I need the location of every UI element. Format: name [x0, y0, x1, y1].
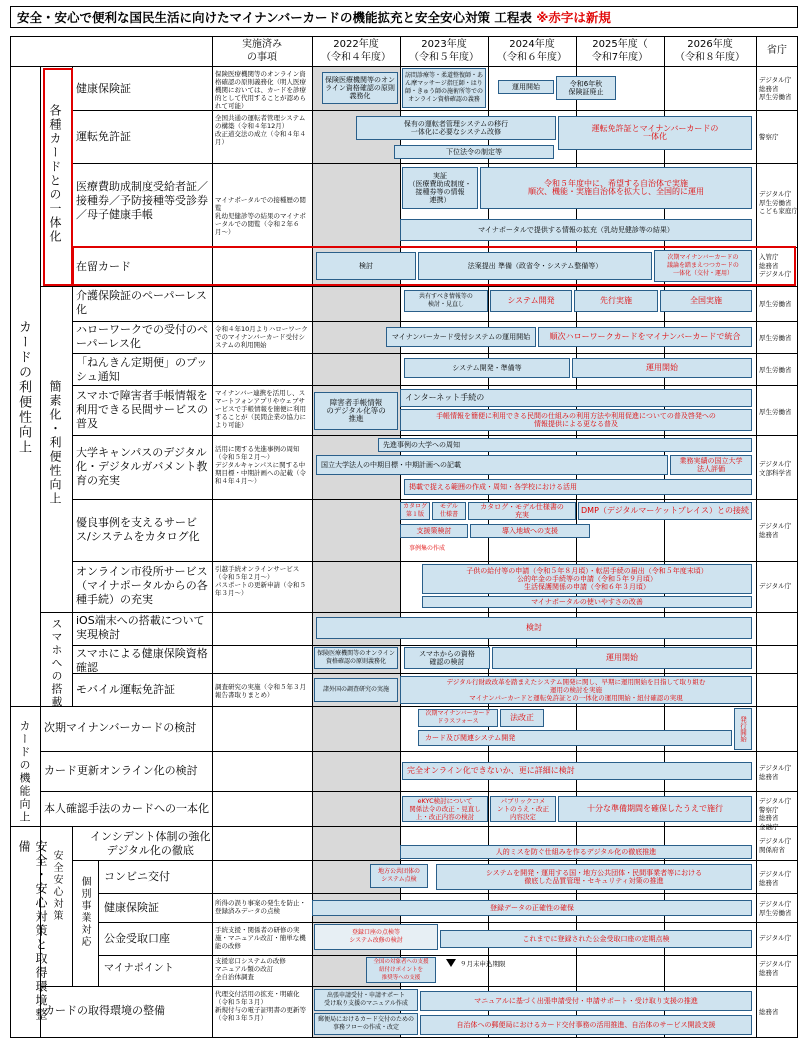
- bar: 導入地域への支援: [470, 524, 590, 538]
- bar: マイナポータルで提供する情報の拡充（乳幼児健診等の結果）: [400, 219, 752, 241]
- ministry: 厚生労働省: [759, 334, 792, 342]
- ministry: デジタル庁 関係府省: [759, 837, 792, 854]
- col-line: [756, 36, 757, 1038]
- bar: 完全オンライン化できないか、更に詳細に検討: [402, 762, 752, 780]
- bar: カード及び関連システム開発: [418, 730, 732, 746]
- row-label: 次期マイナンバーカードの検討: [44, 721, 197, 734]
- group-safety: 安全・安心対策と取得環境整備: [17, 840, 48, 1022]
- ministry: デジタル庁 警察庁 総務省 金融庁: [759, 797, 792, 831]
- ministry: デジタル庁 厚生労働省: [759, 900, 792, 917]
- ministry: 厚生労働省: [759, 366, 792, 374]
- row-label: オンライン市役所サービス（マイナポータルからの各種手続）の充実: [76, 565, 208, 606]
- bar: 事例集の作成: [408, 544, 445, 552]
- bar: 十分な準備期間を確保したうえで施行: [558, 796, 752, 822]
- bar: カタログ 第１版: [400, 502, 430, 520]
- bar: 検討: [316, 252, 416, 280]
- group-line: [40, 706, 41, 826]
- row-line: [72, 435, 798, 436]
- bar: 先進事例の大学への周知: [378, 438, 752, 452]
- group-simplify: 簡素化・利便性向上: [48, 380, 62, 506]
- bar: マイナポータルの使いやすさの改善: [422, 596, 752, 608]
- group-smartphone: スマホへの搭載: [50, 618, 63, 709]
- bar: 令和５年度中に、希望する自治体で実施 順次、機能・実施自治体を拡大し、全国的に運用: [480, 167, 752, 209]
- ministry: デジタル庁 総務省: [759, 764, 792, 781]
- ministry: デジタル庁 総務省 厚生労働省: [759, 76, 792, 101]
- row-label: 健康保険証: [104, 901, 159, 914]
- ministry: デジタル庁: [759, 582, 792, 590]
- bar: 出張申請受付・申請サポート 受け取り支援のマニュアル作成: [314, 989, 418, 1011]
- header-divider: [10, 66, 798, 67]
- row-label: スマホによる健康保険資格確認: [76, 647, 208, 674]
- row-line: [40, 612, 798, 613]
- col-2023: 2023年度 （令和５年度）: [409, 39, 479, 63]
- bar: マイナンバーカード受付システムの運用開始: [386, 327, 536, 347]
- bar: 掲載で捉える範囲の作成・周知・各学校における活用: [404, 479, 752, 495]
- row-label: コンビニ交付: [104, 870, 170, 883]
- bar: 支援策検討: [400, 524, 468, 538]
- row-line: [72, 645, 798, 646]
- row-line: [72, 110, 798, 111]
- ministry: 警察庁: [759, 133, 779, 141]
- bar: インターネット手続の: [400, 389, 752, 407]
- group-card-func: カードの機能向上: [18, 720, 31, 824]
- col-ministry: 省庁: [767, 45, 787, 56]
- ministry: デジタル庁 文部科学省: [759, 460, 792, 477]
- col-2024: 2024年度 （令和６年度）: [497, 39, 567, 63]
- group-individual: 個別事業対応: [79, 876, 90, 948]
- row-line: [72, 860, 798, 861]
- col-done: 実施済み の事項: [242, 39, 282, 63]
- done-text: マイナポータルでの接種歴の閲覧 乳幼児健診等の結果のマイナポータルでの閲覧（令和２年６月〜）: [215, 196, 306, 236]
- bar: デジタル行財政改革を踏まえたシステム開発に関し、早期に運用開始を目指して取り組む 運用の検討を実施 マイナンバーカードと運転免許証との一体化の運用開始・紐付確認の実現: [400, 676, 752, 704]
- row-line: [40, 791, 798, 792]
- done-text: 支援窓口システムの改修 マニュアル類の改訂 全自治体調査: [215, 957, 286, 981]
- bar: 法改正: [500, 709, 544, 727]
- row-label: スマホで障害者手帳情報を利用できる民間サービスの普及: [76, 389, 208, 430]
- done-text: 活用に関する先進事例の周知（令和５年２月〜） デジタルキャンパスに関する中期目標・中期計画への記載（令和４年４月〜）: [215, 445, 306, 485]
- bar: システム開発: [490, 290, 572, 312]
- group-line: [72, 826, 73, 986]
- row-line: [10, 826, 798, 827]
- row-label: 「ねんきん定期便」のプッシュ通知: [76, 356, 208, 383]
- row-line: [72, 163, 798, 164]
- ministry: 厚生労働省: [759, 300, 792, 308]
- bar: 登録口座の点検等 システム改修の検討: [314, 924, 438, 950]
- bar: 手帳情報を簡便に利用できる民間の仕組みの利用方法や利用促進についての普及啓発への 情報提供による更なる普及: [400, 409, 752, 431]
- row-label: カードの取得環境の整備: [44, 1004, 165, 1017]
- ministry: デジタル庁 厚生労働省 こども家庭庁: [759, 190, 798, 215]
- bar: 登録データの正確性の確保: [312, 900, 752, 916]
- row-line: [72, 321, 798, 322]
- bar: 運用開始: [498, 80, 554, 94]
- row-label: iOS端末への搭載について実現検討: [76, 614, 205, 641]
- row-label: インシデント体制の強化 デジタル化の徹底: [90, 830, 211, 857]
- bar: 令和6年秋 保険証廃止: [556, 76, 616, 100]
- bar: 運転免許証とマイナンバーカードの 一体化: [558, 116, 752, 150]
- bar: 全国の対象者への支援 紐付けポイントを 推奨等への支援: [366, 957, 436, 983]
- ministry: 総務省: [759, 1008, 779, 1016]
- done-text: マイナンバー連携を活用し、スマートフォンアプリやウェブサービスで手帳情報を簡便に利用することが（民間企業の協力により可能）: [215, 389, 306, 429]
- bar: システムを開発・運用する国・地方公共団体・民間事業者等における 徹底した品質管理・セキュリティ対策の推進: [436, 864, 752, 890]
- highlight-box: [72, 246, 796, 286]
- row-line: [40, 986, 798, 987]
- row-line: [98, 922, 798, 923]
- bar: 障害者手帳情報 のデジタル化等の 推進: [314, 392, 398, 430]
- col-2025: 2025年度（ 令和7年度）: [591, 39, 649, 63]
- bar: 順次ハローワークカードをマイナンバーカードで統合: [538, 327, 752, 347]
- group-card-use: カードの利便性向上: [16, 320, 31, 455]
- col-line: [312, 36, 313, 1038]
- row-label: 介護保険証のペーパーレス化: [76, 289, 207, 316]
- row-label: 在留カード: [76, 260, 131, 273]
- ministry: 厚生労働省: [759, 408, 792, 416]
- row-line: [40, 286, 798, 287]
- ministry: デジタル庁 総務省: [759, 870, 792, 887]
- row-line: [40, 751, 798, 752]
- bar: 法案提出 準備（政省令・システム整備等）: [418, 252, 652, 280]
- bar: 保険医療機関等のオンライン資格確認の原則義務化: [314, 647, 398, 669]
- done-text: 保険医療機関等のオンライン資格確認の原則義務化（明人医療機関においては、カードを診療的として代用することが認められて可能）: [215, 70, 306, 110]
- row-label: ハローワークでの受付のペーパーレス化: [76, 323, 208, 350]
- title-note: ※赤字は新規: [536, 10, 611, 25]
- row-line: [72, 561, 798, 562]
- bar: 運用開始: [492, 647, 752, 669]
- bar: 次期マイナンバーカードの 議論を踏まえつつカードの 一体化（交付・運用）: [654, 250, 752, 282]
- bar: 諸外国の調査研究の実施: [314, 678, 398, 702]
- done-text: 手続支援・関係者の研修の実施・マニュアル改訂・簡単な機能の改修: [215, 926, 306, 950]
- row-label: モバイル運転免許証: [76, 683, 175, 696]
- bar: 国立大学法人の中期目標・中期計画への記載: [316, 455, 668, 475]
- row-label: マイナポイント: [104, 963, 174, 974]
- bar: 下位法令の制定等: [394, 145, 554, 159]
- col-2026: 2026年度 （令和８年度）: [675, 39, 745, 63]
- bar: 先行実施: [574, 290, 658, 312]
- bar: パブリックコメ ントのうえ・改正 内容決定: [490, 796, 556, 822]
- col-2022: 2022年度 （令和４年度）: [321, 39, 391, 63]
- bar: 共有すべき情報等の 検討・見直し: [404, 290, 488, 312]
- bar: 郵便局におけるカード交付のための 事務フローの作成・改定: [314, 1013, 418, 1035]
- row-line: [72, 353, 798, 354]
- bar: システム開発・準備等: [404, 358, 570, 378]
- bar: 運用開始: [572, 358, 752, 378]
- bar: 業務実績の国立大学 法人評価: [670, 455, 752, 475]
- done-text: 代理交付活用の拡充・明確化（令和５年３月） 新規付与の電子証明書の更新等（令和３年５月）: [215, 990, 306, 1022]
- deadline-text: ９月末申込期限: [460, 960, 506, 968]
- bar: 地方公共団体の システム点検: [370, 864, 428, 888]
- row-label: 優良事例を支えるサービス/システムをカタログ化: [76, 516, 200, 543]
- bar: eKYC検討について 関係法令の改正・見直し 上・改正内容の検討: [402, 796, 488, 822]
- done-text: 所得の誤り事案の発生を防止・登録済みデータの点検: [215, 899, 306, 915]
- ministry: デジタル庁 総務省: [759, 522, 792, 539]
- bar: カタログ・モデル仕様書の 充実: [468, 502, 576, 520]
- highlight-box: [43, 68, 73, 286]
- row-label: 医療費助成制度受給者証／接種券／予防接種等受診券／母子健康手帳: [76, 180, 208, 221]
- done-text: 引越手続オンラインサービス（令和５年２月〜） パスポートの更新申請（令和５年３月〜）: [215, 565, 306, 597]
- row-label: 健康保険証: [76, 82, 131, 95]
- bar: 子供の給付等の申請（令和５年８月頃）・転居手続の届出（令和５年度末頃） 公的年金の手続等の申請（令和５年９月頃） 生活保護関係の申請（令和６年３月頃）: [422, 564, 752, 594]
- bar: 保険医療機関等のオンライン資格確認の原則義務化: [322, 72, 398, 104]
- bar: 自治体への郵便局におけるカード交付事務の活用推進、自治体のサービス開設支援: [420, 1015, 752, 1035]
- bar: 検討: [316, 617, 752, 639]
- page-title: [10, 6, 798, 28]
- row-label: 運転免許証: [76, 130, 131, 143]
- bar: 訪問診療等・柔道整復師・あん摩マッサージ指圧師・はり師・きゅう師の施術所等でのオンライン資格確認の義務: [402, 68, 486, 108]
- done-text: 全国共通の運転者管理システムの構築（令和４年12月） 改正道交法の成立（令和４年４月）: [215, 114, 306, 146]
- bar: 実証 （医療費助成制度・ 接種券等の情報 連携）: [402, 167, 478, 209]
- bar: モデル 仕様書: [432, 502, 466, 520]
- bar: 人的ミスを防ぐ仕組みを作るデジタル化の徹底推進: [400, 845, 752, 859]
- group-safety-measures: 安全安心対策: [51, 850, 62, 922]
- bar: DMP（デジタルマーケットプレイス）との接続: [578, 502, 752, 520]
- row-line: [98, 955, 798, 956]
- bar: 全国実施: [660, 290, 752, 312]
- bar: 発行開始: [734, 708, 752, 750]
- ministry: 入管庁 総務省 デジタル庁: [759, 253, 792, 278]
- group-line: [98, 860, 99, 986]
- title-main: 安全・安心で便利な国民生活に向けたマイナンバーカードの機能拡充と安全安心対策 工程表: [17, 10, 537, 25]
- row-label: 公金受取口座: [104, 932, 170, 945]
- bar: 保有の運転者管理システムの移行 一体化に必要なシステム改修: [356, 116, 556, 140]
- ministry: デジタル庁: [759, 934, 792, 942]
- row-label: 本人確認手法のカードへの一本化: [44, 802, 209, 815]
- group-integration: 各種カードとの一体化: [48, 104, 62, 244]
- row-line: [72, 385, 798, 386]
- bar: スマホからの資格 確認の検討: [404, 647, 490, 669]
- row-label: 大学キャンパスのデジタル化・デジタルガバメント教育の充実: [76, 446, 208, 487]
- bar: 次期マイナンバーカード ドラスフォース: [418, 709, 498, 727]
- row-line: [98, 893, 798, 894]
- done-text: 調査研究の実施（令和５年３月報告書取りまとめ）: [215, 683, 306, 699]
- deadline-marker-icon: [446, 959, 456, 967]
- bar: マニュアルに基づく出張申請受付・申請サポート・受け取り支援の推進: [420, 991, 752, 1011]
- row-label: カード更新オンライン化の検討: [44, 764, 198, 777]
- col-line: [212, 36, 213, 1038]
- bar: これまでに登録された公金受取口座の定期点検: [440, 930, 752, 948]
- row-line: [10, 706, 798, 707]
- done-text: 令和４年10月よりハローワークでのマイナンバーカード受付システムの利用開始: [215, 325, 308, 349]
- row-line: [72, 499, 798, 500]
- ministry: デジタル庁 総務省: [759, 960, 792, 977]
- group-line: [40, 66, 41, 706]
